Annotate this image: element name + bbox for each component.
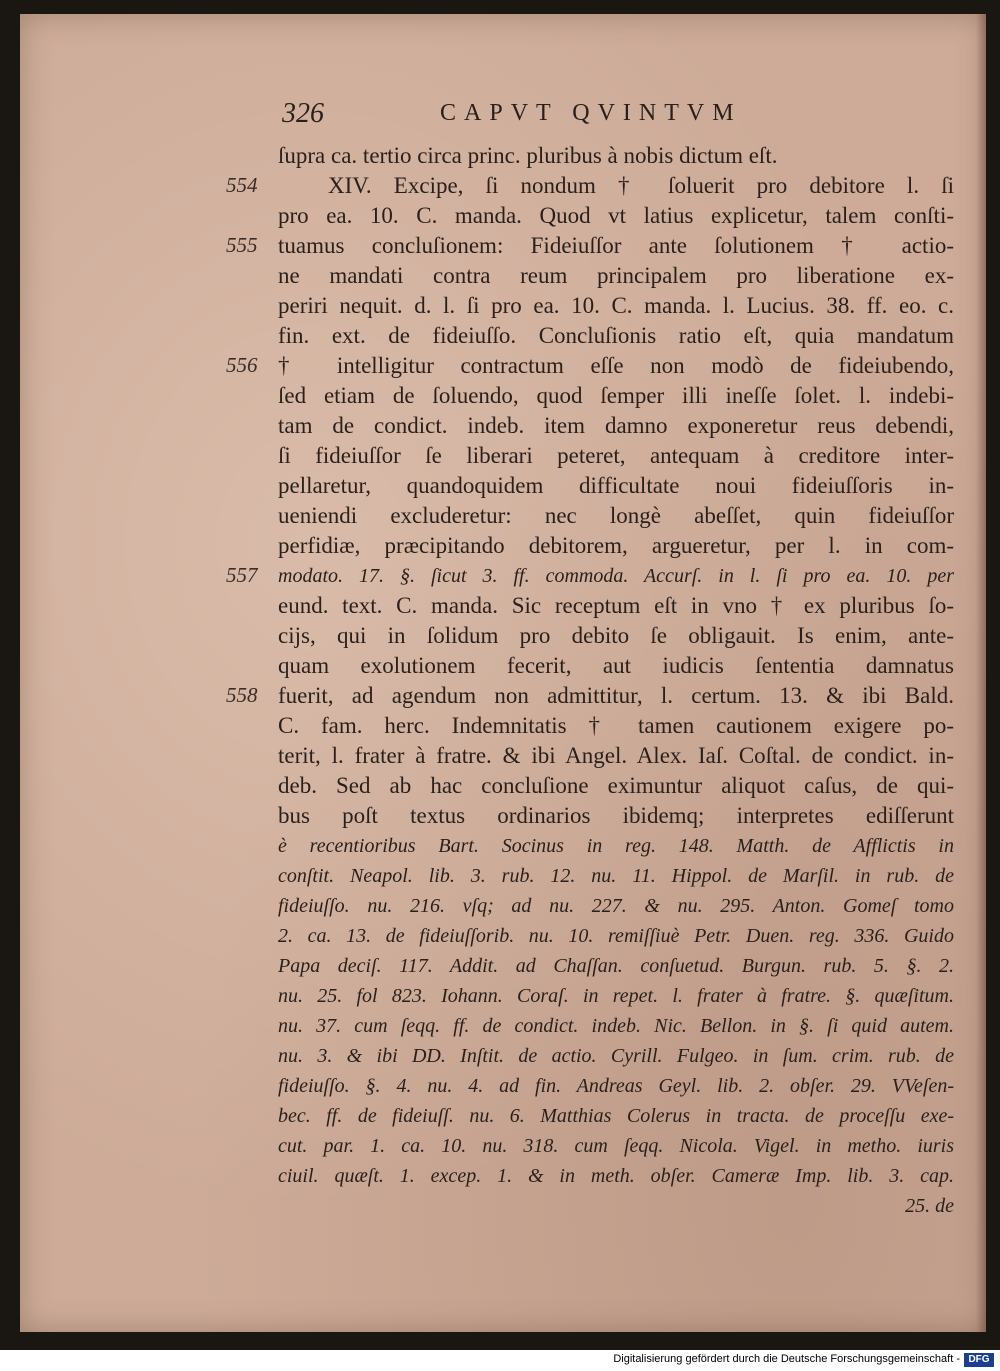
text-line: fideiuſſo. §. 4. nu. 4. ad fin. Andreas Geyl. lib. 2. obſer. 29. VVeſen-	[278, 1075, 954, 1097]
text-line: Papa deciſ. 117. Addit. ad Chaſſan. conſuetud. Burgun. rub. 5. §. 2.	[278, 955, 954, 977]
text-line: conſtit. Neapol. lib. 3. rub. 12. nu. 11. Hippol. de Marſil. in rub. de	[278, 865, 954, 887]
text-line: bus poſt textus ordinarios ibidemq; interpretes ediſſerunt	[278, 803, 954, 828]
margin-number: 554	[226, 173, 258, 197]
text-line: tuamus concluſionem: Fideiuſſor ante ſolutionem † actio-	[278, 233, 954, 258]
text-line: † intelligitur contractum eſſe non modò de fideiubendo,	[278, 353, 954, 378]
page-header	[20, 98, 986, 138]
text-line: bec. ff. de fideiuſſ. nu. 6. Matthias Colerus in tracta. de proceſſu exe-	[278, 1105, 954, 1127]
text-line: fin. ext. de fideiuſſo. Concluſionis ratio eſt, quia mandatum	[278, 323, 954, 348]
text-line: 2. ca. 13. de fideiuſſorib. nu. 10. remiſſiuè Petr. Duen. reg. 336. Guido	[278, 925, 954, 947]
text-line: ſed etiam de ſoluendo, quod ſemper illi ineſſe ſolet. l. indebi-	[278, 383, 954, 408]
catchword: 25. de	[905, 1195, 954, 1217]
margin-number: 558	[226, 683, 258, 707]
text-line: nu. 3. & ibi DD. Inſtit. de actio. Cyrill. Fulgeo. in ſum. crim. rub. de	[278, 1045, 954, 1067]
margin-number: 555	[226, 233, 258, 257]
text-line: perfidiæ, præcipitando debitorem, argueretur, per l. in com-	[278, 533, 954, 558]
text-line: C. fam. herc. Indemnitatis † tamen cautionem exigere po-	[278, 713, 954, 738]
text-line: pellaretur, quandoquidem difficultate noui fideiuſſoris in-	[278, 473, 954, 498]
dfg-logo-icon: DFG	[964, 1353, 994, 1367]
text-line: periri nequit. d. l. ſi pro ea. 10. C. manda. l. Lucius. 38. ff. eo. c.	[278, 293, 954, 318]
text-line: tam de condict. indeb. item damno exponeretur reus debendi,	[278, 413, 954, 438]
text-line: eund. text. C. manda. Sic receptum eſt in vno † ex pluribus ſo-	[278, 593, 954, 618]
text-line: cut. par. 1. ca. 10. nu. 318. cum ſeqq. Nicola. Vigel. in metho. iuris	[278, 1135, 954, 1157]
footer-bar	[0, 1350, 1000, 1371]
running-title: CAPVT QVINTVM	[440, 100, 742, 126]
text-line: ciuil. quæſt. 1. excep. 1. & in meth. obſer. Cameræ Imp. lib. 3. cap.	[278, 1165, 954, 1187]
text-line: deb. Sed ab hac concluſione eximuntur aliquot caſus, de qui-	[278, 773, 954, 798]
page-number: 326	[282, 98, 324, 129]
text-line: è recentioribus Bart. Socinus in reg. 148. Matth. de Afflictis in	[278, 835, 954, 857]
text-line: XIV. Excipe, ſi nondum † ſoluerit pro debitore l. ſi	[328, 173, 954, 198]
text-line: fuerit, ad agendum non admittitur, l. certum. 13. & ibi Bald.	[278, 683, 954, 708]
text-line: terit, l. frater à fratre. & ibi Angel. Alex. Iaſ. Coſtal. de condict. in-	[278, 743, 954, 768]
book-page	[20, 14, 986, 1332]
text-line: cijs, qui in ſolidum pro debito ſe obligauit. Is enim, ante-	[278, 623, 954, 648]
text-line: ne mandati contra reum principalem pro liberatione ex-	[278, 263, 954, 288]
text-line: pro ea. 10. C. manda. Quod vt latius explicetur, talem conſti-	[278, 203, 954, 228]
text-line: modato. 17. §. ſicut 3. ff. commoda. Accurſ. in l. ſi pro ea. 10. per	[278, 565, 954, 587]
text-line: ueniendi excluderetur: nec longè abeſſet, quin fideiuſſor	[278, 503, 954, 528]
text-line: ſi fideiuſſor ſe liberari peteret, antequam à creditore inter-	[278, 443, 954, 468]
text-line: nu. 25. fol 823. Iohann. Coraſ. in repet. l. frater à fratre. §. quæſitum.	[278, 985, 954, 1007]
text-line: ſupra ca. tertio circa princ. pluribus à nobis dictum eſt.	[278, 143, 778, 168]
margin-number: 556	[226, 353, 258, 377]
text-line: nu. 37. cum ſeqq. ff. de condict. indeb. Nic. Bellon. in §. ſi quid autem.	[278, 1015, 954, 1037]
text-line: fideiuſſo. nu. 216. vſq; ad nu. 227. & nu. 295. Anton. Gomeſ tomo	[278, 895, 954, 917]
funding-credit: Digitalisierung gefördert durch die Deutsche Forschungsgemeinschaft -	[613, 1353, 960, 1365]
margin-number: 557	[226, 563, 258, 587]
text-line: quam exolutionem fecerit, aut iudicis ſententia damnatus	[278, 653, 954, 678]
